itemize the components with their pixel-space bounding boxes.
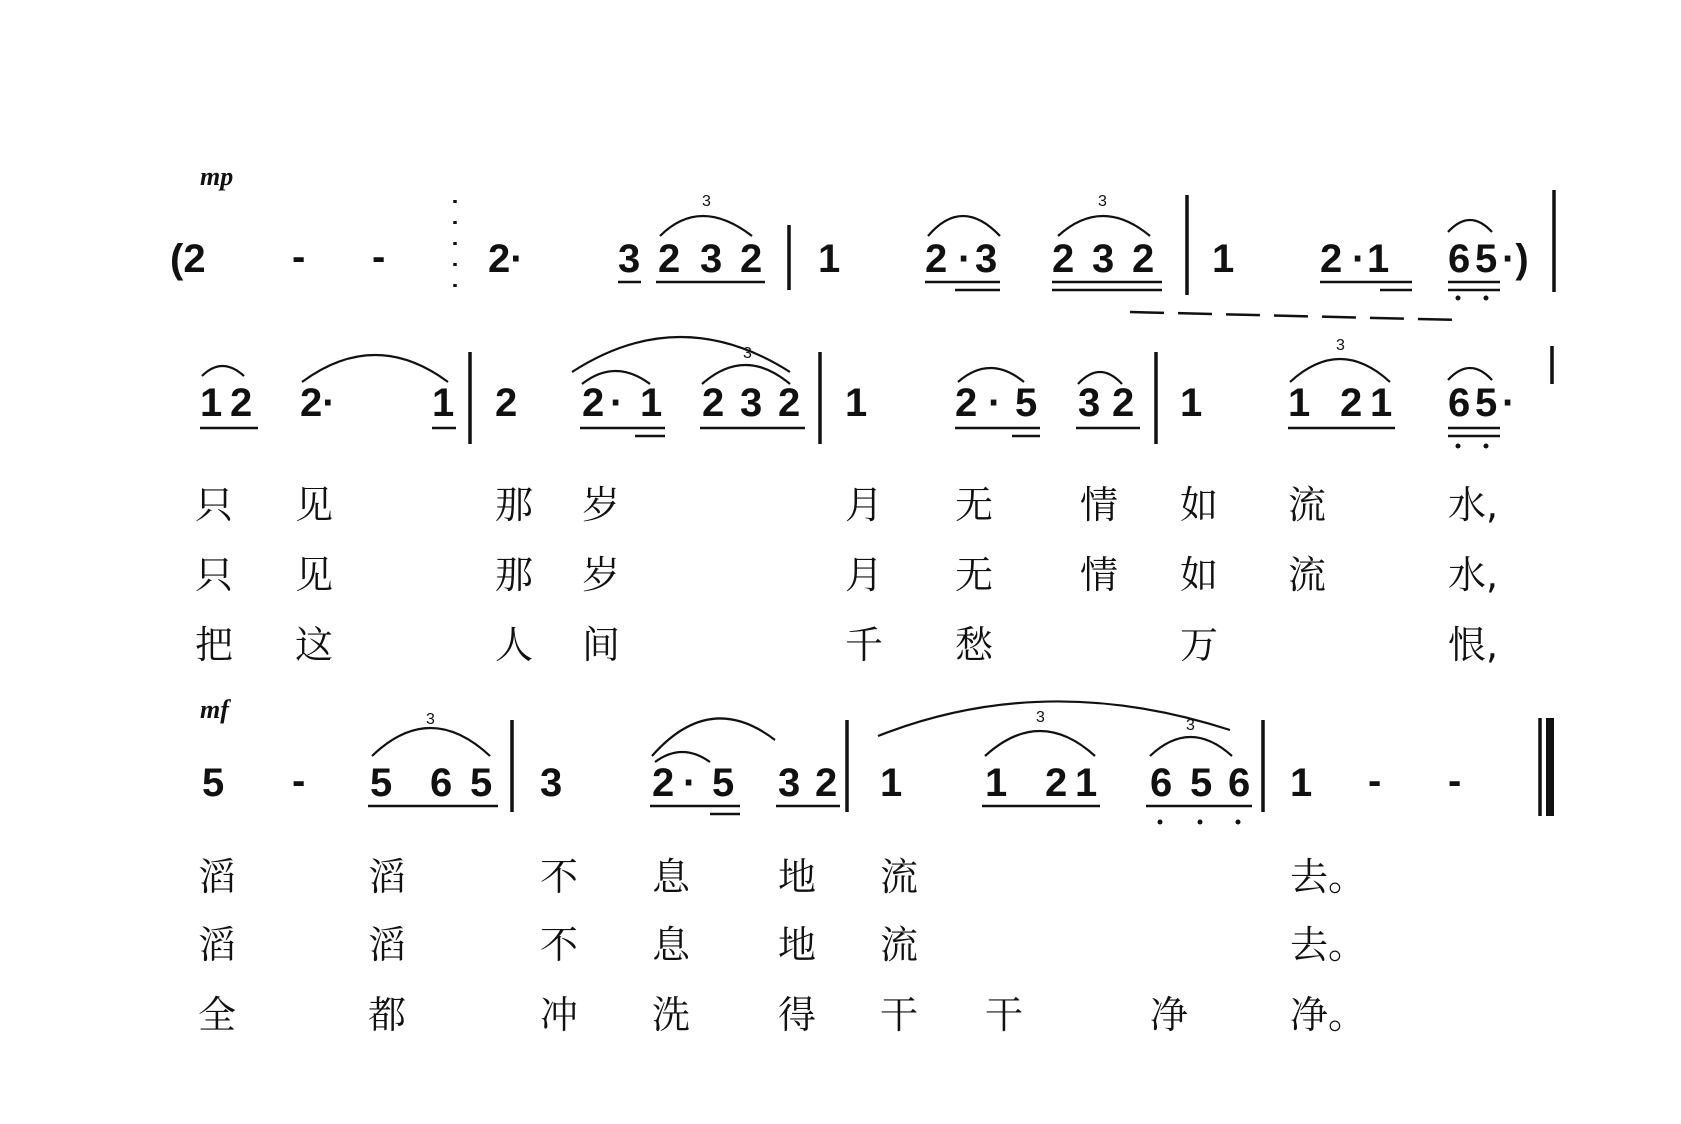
lyric-char: 把: [195, 623, 234, 667]
note: 5: [370, 761, 393, 805]
slur: [660, 216, 752, 236]
note: 2: [925, 237, 948, 281]
lyric-char: 千: [845, 623, 884, 667]
note: 2·: [488, 237, 524, 281]
note: 5: [202, 761, 225, 805]
low-octave-dot: [1236, 820, 1241, 825]
triplet-mark: 3: [743, 345, 752, 362]
note: 6: [1228, 761, 1251, 805]
note: 2: [1340, 381, 1363, 425]
lyric-char: 去。: [1290, 923, 1367, 967]
note: 3: [700, 237, 723, 281]
dot: ·: [1502, 381, 1516, 425]
lyric-char: 月: [845, 553, 884, 597]
lyric-char: 恨,: [1448, 623, 1499, 667]
dot: ·: [683, 761, 697, 805]
note: 2: [495, 381, 518, 425]
lyric-char: 滔: [368, 923, 407, 967]
note: 1: [985, 761, 1008, 805]
lyric-char: 见: [295, 483, 334, 527]
note: 1: [1180, 381, 1203, 425]
note: 2: [702, 381, 725, 425]
dot: ·: [1352, 237, 1366, 281]
lyric-char: 流: [880, 923, 919, 967]
note: 6: [1448, 381, 1471, 425]
lyric-char: 无: [955, 553, 994, 597]
lyric-char: 流: [1288, 483, 1327, 527]
slur: [928, 216, 1000, 236]
lyric-char: 那: [495, 553, 534, 597]
note: 2: [1132, 237, 1155, 281]
note: 5: [1190, 761, 1213, 805]
triplet-mark: 3: [426, 711, 435, 728]
note: (2: [170, 237, 206, 281]
lyric-char: 得: [778, 993, 817, 1037]
note: 5: [1475, 237, 1498, 281]
dash: -: [292, 759, 306, 803]
lyric-char: 无: [955, 483, 994, 527]
lyric-char: 滔: [198, 855, 237, 899]
note: 3: [1092, 237, 1115, 281]
low-octave-dot: [1456, 444, 1461, 449]
note: 2: [658, 237, 681, 281]
low-octave-dot: [1158, 820, 1163, 825]
lyric-char: 滔: [198, 923, 237, 967]
lyric-char: 不: [540, 923, 579, 967]
dot: ·: [958, 237, 972, 281]
note: 1: [1370, 381, 1393, 425]
lyric-char: 全: [198, 993, 237, 1037]
note: 1: [1290, 761, 1313, 805]
lyric-char: 洗: [652, 993, 691, 1037]
lyric-char: 月: [845, 483, 884, 527]
lyric-char: 情: [1080, 553, 1119, 597]
note: 2: [1052, 237, 1075, 281]
lyric-char: 地: [778, 923, 817, 967]
note: 5: [470, 761, 493, 805]
note: 2: [652, 761, 675, 805]
dot: ·: [610, 381, 624, 425]
lyric-char: 见: [295, 553, 334, 597]
lyric-char: 净: [1150, 993, 1189, 1037]
lyric-char: 只: [195, 483, 234, 527]
lyric-char: 人: [495, 623, 534, 667]
lyric-char: 万: [1180, 623, 1219, 667]
note: 1: [1212, 237, 1235, 281]
slur: [1150, 737, 1232, 756]
note: 5: [1475, 381, 1498, 425]
note: 6: [1448, 237, 1471, 281]
note: 2: [778, 381, 801, 425]
lyric-char: 如: [1180, 483, 1219, 527]
note: 1: [1075, 761, 1098, 805]
slur: [202, 366, 244, 376]
dynamic-mf: mf: [200, 695, 229, 724]
lyric-char: 水,: [1448, 483, 1499, 527]
low-octave-dot: [1456, 296, 1461, 301]
score-line-2: [200, 337, 1552, 449]
lyric-char: 只: [195, 553, 234, 597]
lyric-char: 水,: [1448, 553, 1499, 597]
note: 3: [778, 761, 801, 805]
lyric-char: 都: [368, 993, 407, 1037]
slur: [652, 718, 775, 756]
note: 2: [955, 381, 978, 425]
lyrics-block-2: [198, 855, 1366, 1037]
note: 1: [845, 381, 868, 425]
slur: [878, 701, 1230, 736]
score-line-1: [170, 190, 1554, 320]
triplet-mark: 3: [1098, 193, 1107, 210]
lyric-char: 冲: [540, 993, 579, 1037]
low-octave-dot: [1484, 296, 1489, 301]
lyric-char: 如: [1180, 553, 1219, 597]
dashed-extension: [1130, 312, 1460, 320]
note: 5: [712, 761, 735, 805]
low-octave-dot: [1484, 444, 1489, 449]
note: 3: [1078, 381, 1101, 425]
note: 3: [975, 237, 998, 281]
note: 1: [1367, 237, 1390, 281]
slur: [302, 355, 448, 382]
low-octave-dot: [1198, 820, 1203, 825]
note: 2: [740, 237, 763, 281]
lyric-char: 流: [1288, 553, 1327, 597]
note: 2: [230, 381, 253, 425]
note: 1: [200, 381, 223, 425]
triplet-mark: 3: [702, 193, 711, 210]
triplet-mark: 3: [1036, 709, 1045, 726]
lyric-char: 净。: [1290, 993, 1367, 1037]
dash: -: [1368, 759, 1382, 803]
dash: -: [1448, 759, 1462, 803]
lyric-char: 干: [880, 993, 919, 1037]
lyric-char: 地: [778, 855, 817, 899]
note: 2: [1045, 761, 1068, 805]
slur: [958, 368, 1024, 382]
note: 6: [1150, 761, 1173, 805]
lyric-char: 那: [495, 483, 534, 527]
lyric-char: 间: [582, 623, 621, 667]
dynamic-mp: mp: [200, 162, 234, 191]
lyric-char: 去。: [1290, 855, 1367, 899]
note: 3: [740, 381, 763, 425]
note: 3: [618, 237, 641, 281]
note: 1: [640, 381, 663, 425]
lyric-char: 岁: [582, 553, 621, 597]
lyrics-block-1: [195, 483, 1498, 667]
lyric-char: 愁: [955, 623, 994, 667]
note: 2: [815, 761, 838, 805]
slur: [372, 728, 490, 756]
lyric-char: 流: [880, 855, 919, 899]
lyric-char: 这: [295, 623, 334, 667]
dot: ·: [988, 381, 1002, 425]
note: 2: [1112, 381, 1135, 425]
lyric-char: 岁: [582, 483, 621, 527]
dot-paren: ·): [1502, 237, 1529, 281]
slur: [985, 731, 1095, 756]
note: 5: [1015, 381, 1038, 425]
note: 2: [582, 381, 605, 425]
dash: -: [372, 235, 386, 279]
note: 2·: [300, 381, 336, 425]
lyric-char: 不: [540, 855, 579, 899]
triplet-mark: 3: [1186, 717, 1195, 734]
note: 1: [432, 381, 455, 425]
score-line-3: [202, 701, 1550, 824]
slur: [1058, 216, 1150, 236]
note: 3: [540, 761, 563, 805]
note: 6: [430, 761, 453, 805]
note: 2: [1320, 237, 1343, 281]
note: 1: [880, 761, 903, 805]
lyric-char: 息: [652, 855, 691, 899]
dash: -: [292, 235, 306, 279]
triplet-mark: 3: [1336, 337, 1345, 354]
note: 1: [818, 237, 841, 281]
note: 1: [1288, 381, 1311, 425]
slur: [1290, 359, 1390, 382]
lyric-char: 干: [985, 993, 1024, 1037]
slur: [1448, 220, 1492, 232]
lyric-char: 情: [1080, 483, 1119, 527]
lyric-char: 滔: [368, 855, 407, 899]
lyric-char: 息: [652, 923, 691, 967]
slur: [1448, 368, 1492, 380]
